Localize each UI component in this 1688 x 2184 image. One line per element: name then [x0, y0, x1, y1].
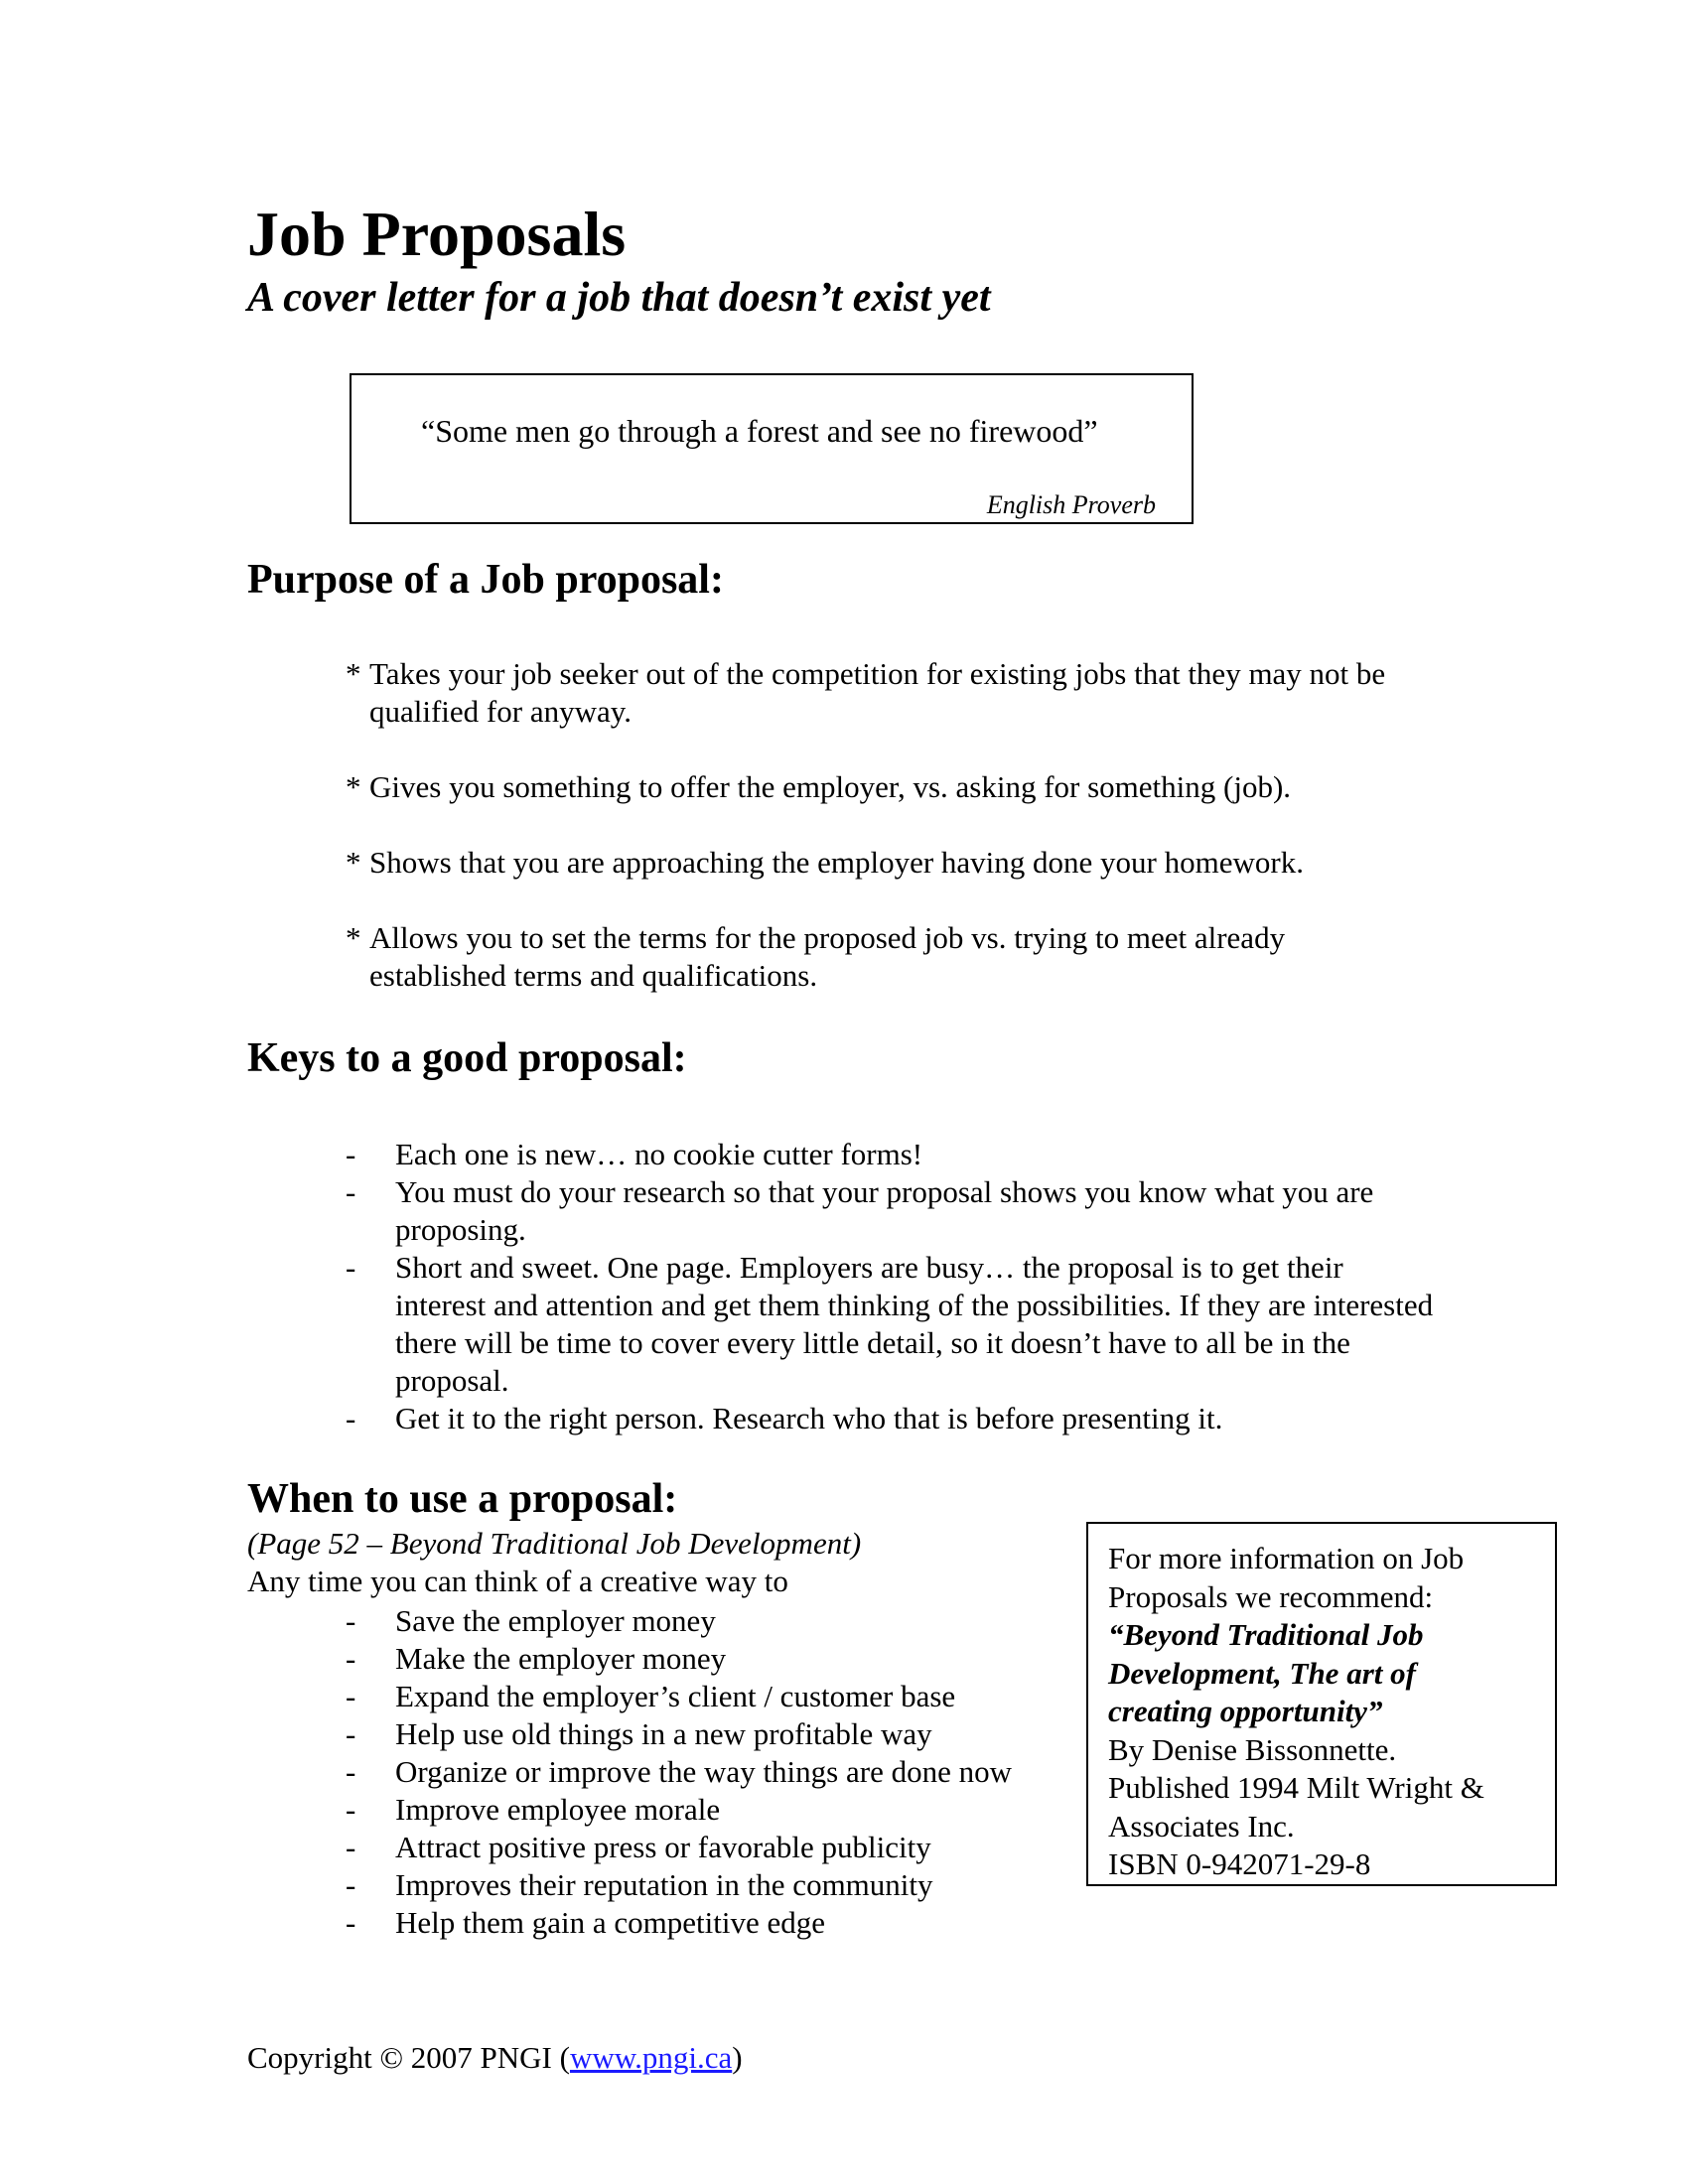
quote-text: “Some men go through a forest and see no firewood” — [421, 413, 1098, 449]
book-publisher: Published 1994 Milt Wright & — [1108, 1770, 1484, 1805]
website-link[interactable]: www.pngi.ca — [569, 2040, 733, 2075]
list-item — [346, 1791, 1100, 1829]
when-item-text: Organize or improve the way things are done now — [395, 1754, 1012, 1789]
page-title: Job Proposals — [247, 199, 627, 269]
copyright-text: Copyright © 2007 PNGI ( — [247, 2040, 570, 2075]
list-item — [346, 1829, 1100, 1866]
when-list — [346, 1602, 1100, 1942]
list-item — [346, 1866, 1100, 1904]
bullet-mark: * — [346, 769, 361, 804]
purpose-item-text: Shows that you are approaching the employer having done your homework. — [369, 845, 1304, 880]
bullet-mark: - — [346, 1250, 356, 1285]
purpose-item — [346, 844, 1438, 882]
list-item — [346, 1173, 1438, 1249]
when-item-text: Attract positive press or favorable publicity — [395, 1830, 931, 1864]
purpose-item — [346, 768, 1438, 806]
bullet-mark: - — [346, 1401, 356, 1435]
bullet-mark: * — [346, 845, 361, 880]
book-recommendation-box — [1086, 1522, 1557, 1886]
list-item — [346, 1400, 1438, 1437]
book-author: By Denise Bissonnette. — [1108, 1731, 1397, 1767]
book-title: creating opportunity” — [1108, 1694, 1383, 1728]
list-item — [346, 1249, 1438, 1400]
bullet-mark: * — [346, 920, 361, 955]
purpose-item-text: Takes your job seeker out of the competition for existing jobs that they may not be qualified for anyway. — [369, 656, 1386, 729]
bullet-mark: - — [346, 1905, 356, 1940]
list-item — [346, 1602, 1100, 1640]
page-subtitle: A cover letter for a job that doesn’t exist yet — [247, 275, 991, 321]
list-item — [346, 1640, 1100, 1678]
quote-source: English Proverb — [986, 490, 1156, 519]
keys-list — [346, 1136, 1438, 1437]
when-item-text: Improves their reputation in the community — [395, 1867, 933, 1902]
book-title: “Beyond Traditional Job — [1108, 1617, 1424, 1652]
bullet-mark: - — [346, 1137, 356, 1171]
purpose-heading: Purpose of a Job proposal: — [247, 557, 724, 603]
keys-item-text: Each one is new… no cookie cutter forms! — [395, 1137, 923, 1171]
copyright-footer — [247, 2039, 743, 2077]
bullet-mark: - — [346, 1754, 356, 1789]
bullet-mark: - — [346, 1603, 356, 1638]
bullet-mark: * — [346, 656, 361, 691]
when-item-text: Improve employee morale — [395, 1792, 721, 1827]
bullet-mark: - — [346, 1792, 356, 1827]
bullet-mark: - — [346, 1174, 356, 1209]
when-item-text: Help use old things in a new profitable way — [395, 1716, 932, 1751]
info-line: For more information on Job — [1108, 1541, 1465, 1575]
info-line: Proposals we recommend: — [1108, 1578, 1434, 1614]
purpose-item-text: Allows you to set the terms for the proposed job vs. trying to meet already established terms and qualifications. — [369, 920, 1286, 993]
when-item-text: Expand the employer’s client / customer base — [395, 1679, 956, 1713]
purpose-item — [346, 655, 1438, 731]
list-item — [346, 1753, 1100, 1791]
when-heading: When to use a proposal: — [247, 1476, 678, 1522]
purpose-item-text: Gives you something to offer the employer, vs. asking for something (job). — [369, 769, 1292, 804]
when-item-text: Save the employer money — [395, 1603, 716, 1638]
when-intro: Any time you can think of a creative way to — [247, 1564, 788, 1598]
purpose-item — [346, 919, 1438, 995]
quote-box — [350, 373, 1194, 524]
bullet-mark: - — [346, 1679, 356, 1713]
bullet-mark: - — [346, 1867, 356, 1902]
bullet-mark: - — [346, 1716, 356, 1751]
keys-item-text: You must do your research so that your proposal shows you know what you are proposing. — [395, 1174, 1374, 1247]
list-item — [346, 1136, 1438, 1173]
keys-heading: Keys to a good proposal: — [247, 1035, 687, 1081]
book-publisher: Associates Inc. — [1108, 1808, 1295, 1843]
source-note: (Page 52 – Beyond Traditional Job Development) — [247, 1526, 862, 1561]
list-item — [346, 1904, 1100, 1942]
copyright-close: ) — [732, 2040, 743, 2075]
bullet-mark: - — [346, 1641, 356, 1676]
book-title: Development, The art of — [1108, 1655, 1416, 1691]
bullet-mark: - — [346, 1830, 356, 1864]
keys-item-text: Get it to the right person. Research who that is before presenting it. — [395, 1401, 1223, 1435]
list-item — [346, 1715, 1100, 1753]
when-item-text: Make the employer money — [395, 1641, 727, 1676]
when-item-text: Help them gain a competitive edge — [395, 1905, 825, 1940]
list-item — [346, 1678, 1100, 1715]
book-isbn: ISBN 0-942071-29-8 — [1108, 1846, 1371, 1881]
keys-item-text: Short and sweet. One page. Employers are busy… the proposal is to get their interest and attention and get them thinking of the possibilities. If they are interested there will be time to cover every little detail, so it doesn’t have to all be in the proposal. — [395, 1250, 1434, 1398]
